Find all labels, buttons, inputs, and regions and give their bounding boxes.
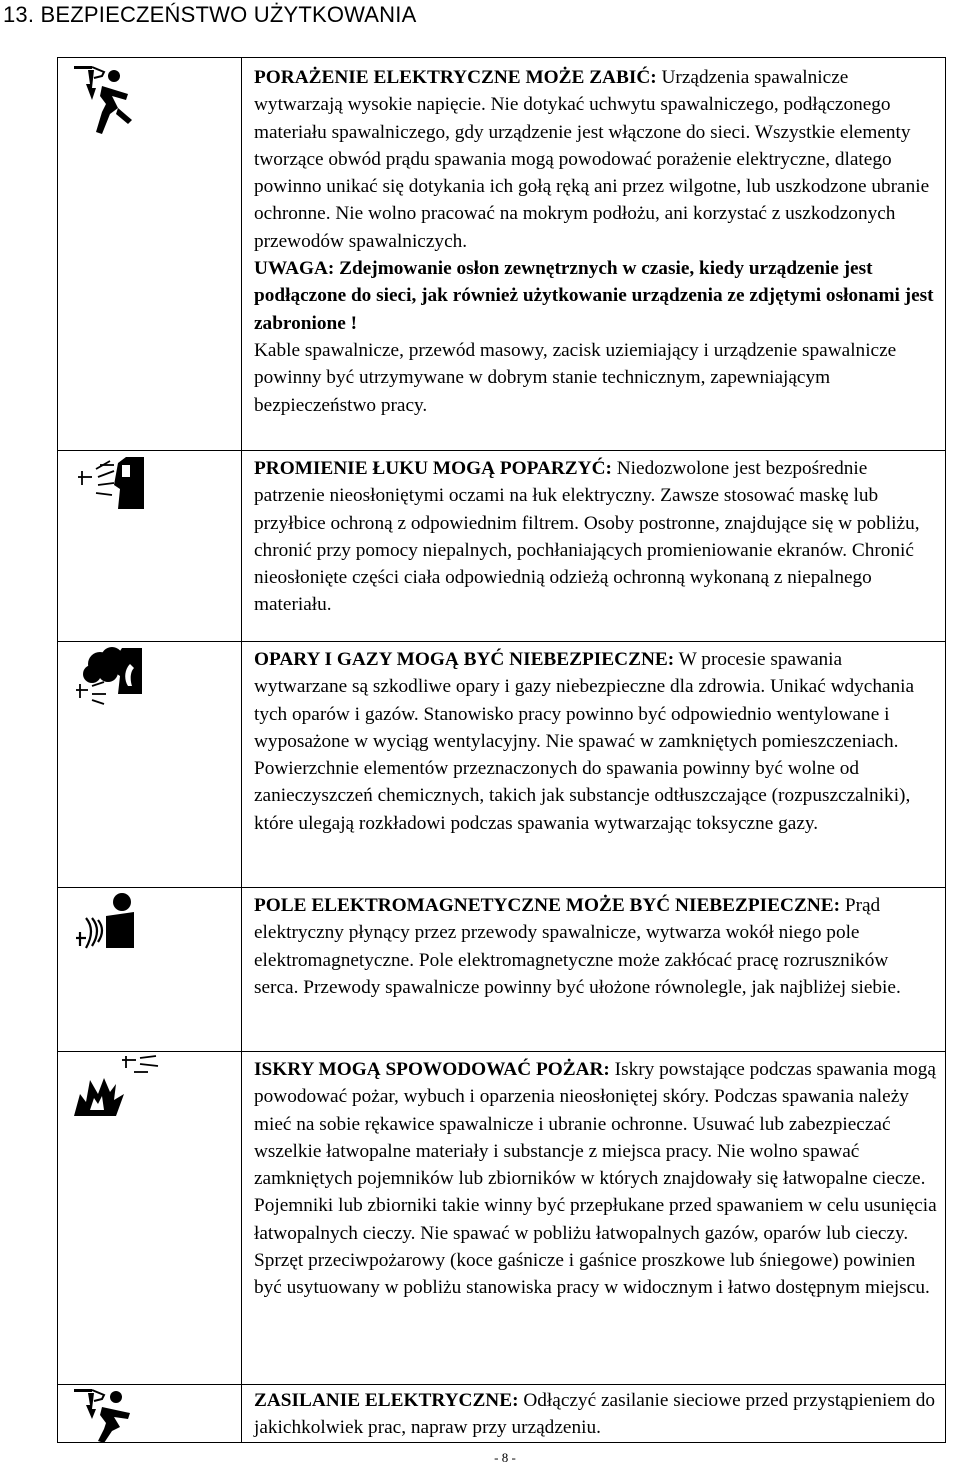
- hazard-heading: PROMIENIE ŁUKU MOGĄ POPARZYĆ:: [254, 458, 612, 479]
- text-cell: [254, 1056, 937, 1302]
- hazard-heading: ISKRY MOGĄ SPOWODOWAĆ POŻAR:: [254, 1059, 610, 1080]
- page-number: - 8 -: [494, 1450, 516, 1465]
- hazard-text: Odłączyć zasilanie sieciowe przed przystąpieniem do jakichkolwiek prac, napraw przy urządzeniu.: [254, 1390, 936, 1439]
- hazard-text: Niedozwolone jest bezpośrednie patrzenie nieosłoniętymi oczami na łuk elektryczny. Zawsze stosować maskę lub przyłbice ochroną z odpowiednim filtrem. Osoby postronne, znajdujące się w pobliżu, chronić przy pomocy niepalnych, pochłaniających promieniowanie ekranów. Chronić nieosłonięte części ciała odpowiednią odzieżą ochronną wykonaną z niepalnego materiału.: [254, 458, 920, 616]
- text-cell: [254, 455, 937, 619]
- arc-rays-icon: [70, 455, 162, 511]
- power-supply-icon: [72, 1387, 156, 1443]
- safety-row-arc-rays: [58, 450, 945, 642]
- fumes-gases-icon: [70, 644, 162, 708]
- safety-row-sparks: [58, 1051, 945, 1385]
- hazard-heading: OPARY I GAZY MOGĄ BYĆ NIEBEZPIECZNE:: [254, 649, 675, 670]
- hazard-heading: PORAŻENIE ELEKTRYCZNE MOŻE ZABIĆ:: [254, 67, 657, 88]
- sparks-fire-icon: [70, 1054, 166, 1120]
- hazard-text: Urządzenia spawalnicze wytwarzają wysokie napięcie. Nie dotykać uchwytu spawalniczego, podłączonego materiału spawalniczego, gdy urządzenie jest włączone do sieci. Wszystkie elementy tworzące obwód prądu spawania mogą powodować porażenie elektryczne, dlatego powinno unikać się dotykania ich gołą ręką ani przez wilgotne, lub uszkodzone ubranie ochronne. Nie wolno pracować na mokrym podłożu, ani korzystać z uszkodzonych przewodów spawalniczych.: [254, 67, 930, 252]
- safety-row-electromagnetic-field: [58, 887, 945, 1052]
- text-cell: [254, 64, 937, 419]
- text-cell: [254, 646, 937, 837]
- hazard-heading: POLE ELEKTROMAGNETYCZNE MOŻE BYĆ NIEBEZPIECZNE:: [254, 895, 841, 916]
- electromagnetic-field-icon: [72, 890, 158, 954]
- hazard-text: Prąd elektryczny płynący przez przewody spawalnicze, wytwarza wokół niego pole elektromagnetyczne. Pole elektromagnetyczne może zakłócać pracę rozruszników serca. Przewody spawalnicze powinny być ułożone równolegle, jak najbliżej siebie.: [254, 895, 901, 998]
- electric-shock-icon: [72, 64, 152, 138]
- hazard-heading: ZASILANIE ELEKTRYCZNE:: [254, 1390, 519, 1411]
- safety-row-electric-shock: [58, 58, 945, 450]
- hazard-text: W procesie spawania wytwarzane są szkodliwe opary i gazy niebezpieczne dla zdrowia. Unikać wdychania tych oparów i gazów. Stanowisko pracy powinno być odpowiednio wentylowane i wyposażone w wyciąg wentylacyjny. Nie spawać w zamkniętych pomieszczeniach. Powierzchnie elementów przeznaczonych do spawania powinny być wolne od zanieczyszczeń chemicznych, takich jak substancje odtłuszczające (rozpuszczalniki), które ulegają rozkładowi podczas spawania wytwarzając toksyczne gazy.: [254, 649, 915, 834]
- safety-table: [57, 57, 946, 1443]
- text-cell: [254, 892, 937, 1001]
- maintenance-text: Kable spawalnicze, przewód masowy, zacisk uziemiający i urządzenie spawalnicze powinny być utrzymywane w dobrym stanie technicznym, zapewniającym bezpieczeństwo pracy.: [254, 339, 897, 416]
- safety-row-power-supply: [58, 1384, 945, 1444]
- warning-text: UWAGA: Zdejmowanie osłon zewnętrznych w czasie, kiedy urządzenie jest podłączone do sieci, jak również użytkowanie urządzenia ze zdjętymi osłonami jest zabronione !: [254, 258, 934, 334]
- safety-row-fumes: [58, 641, 945, 888]
- text-cell: [254, 1387, 937, 1442]
- hazard-text: Iskry powstające podczas spawania mogą powodować pożar, wybuch i oparzenia nieosłoniętej skóry. Podczas spawania należy mieć na sobie rękawice spawalnicze i ubranie ochronne. Usuwać lub zabezpieczać wszelkie łatwopalne materiały i substancje z miejsca pracy. Nie wolno spawać zamkniętych pojemników lub zbiorników w których znajdowały się łatwopalne ciecze. Pojemniki lub zbiorniki takie winny być przepłukane przed spawaniem w celu usunięcia łatwopalnych cieczy. Nie spawać w pobliżu łatwopalnych gazów, oparów lub cieczy. Sprzęt przeciwpożarowy (koce gaśnicze i gaśnice proszkowe lub śniegowe) powinien być usytuowany w pobliżu stanowiska pracy w widocznym i łatwo dostępnym miejscu.: [254, 1059, 937, 1299]
- page-title: 13. BEZPIECZEŃSTWO UŻYTKOWANIA: [3, 2, 417, 27]
